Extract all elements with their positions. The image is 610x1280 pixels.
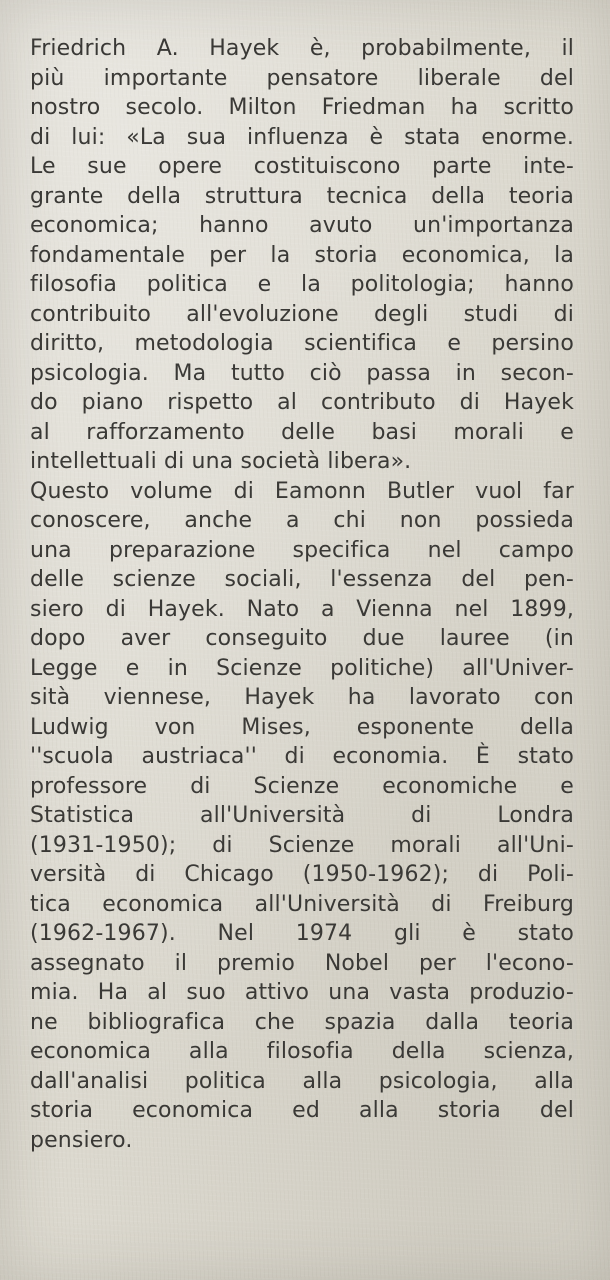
text-line: do piano rispetto al contributo di Hayek [30, 390, 574, 415]
text-line: Friedrich A. Hayek è, probabilmente, il [30, 36, 574, 61]
text-line: nostro secolo. Milton Friedman ha scritto [30, 95, 574, 120]
text-line: (1962-1967). Nel 1974 gli è stato [30, 921, 574, 946]
paragraph-friedman-quote [30, 34, 574, 477]
text-line: conoscere, anche a chi non possieda [30, 508, 574, 533]
text-line: professore di Scienze economiche e [30, 773, 574, 799]
text-line: contribuito all'evoluzione degli studi di [30, 301, 574, 327]
text-line: Le sue opere costituiscono parte inte- [30, 154, 574, 179]
text-line: Statistica all'Università di Londra [30, 803, 574, 828]
text-line: (1931-1950); di Scienze morali all'Uni- [30, 832, 574, 858]
text-line: assegnato il premio Nobel per l'econo- [30, 950, 574, 976]
text-line: grante della struttura tecnica della teoria [30, 183, 574, 209]
text-line: al rafforzamento delle basi morali e [30, 419, 574, 445]
text-line: dopo aver conseguito due lauree (in [30, 626, 574, 651]
text-line: diritto, metodologia scientifica e persino [30, 331, 574, 356]
text-line: mia. Ha al suo attivo una vasta produzio- [30, 980, 574, 1005]
text-line: fondamentale per la storia economica, la [30, 242, 574, 268]
text-line: psicologia. Ma tutto ciò passa in secon- [30, 360, 574, 386]
text-line: ''scuola austriaca'' di economia. È stato [30, 744, 574, 769]
text-line: sità viennese, Hayek ha lavorato con [30, 685, 574, 710]
text-line: Questo volume di Eamonn Butler vuol far [30, 478, 574, 504]
text-line: siero di Hayek. Nato a Vienna nel 1899, [30, 596, 574, 622]
text-line: delle scienze sociali, l'essenza del pen- [30, 567, 574, 592]
text-line: una preparazione specifica nel campo [30, 537, 574, 563]
text-line: Legge e in Scienze politiche) all'Univer- [30, 655, 574, 681]
text-line: tica economica all'Università di Freiburg [30, 891, 574, 917]
text-line: versità di Chicago (1950-1962); di Poli- [30, 862, 574, 887]
text-line: economica alla filosofia della scienza, [30, 1039, 574, 1064]
text-line: intellettuali di una società libera». [30, 449, 412, 474]
text-line: dall'analisi politica alla psicologia, alla [30, 1068, 574, 1094]
text-line: Ludwig von Mises, esponente della [30, 714, 574, 740]
text-line: di lui: «La sua influenza è stata enorme. [30, 124, 574, 150]
text-line: economica; hanno avuto un'importanza [30, 213, 574, 238]
text-line: pensiero. [30, 1127, 133, 1153]
text-line: storia economica ed alla storia del [30, 1098, 574, 1123]
paragraph-book-description [30, 477, 574, 1156]
text-line: più importante pensatore liberale del [30, 65, 574, 91]
text-line: ne bibliografica che spazia dalla teoria [30, 1009, 574, 1035]
text-line: filosofia politica e la politologia; hanno [30, 272, 574, 297]
